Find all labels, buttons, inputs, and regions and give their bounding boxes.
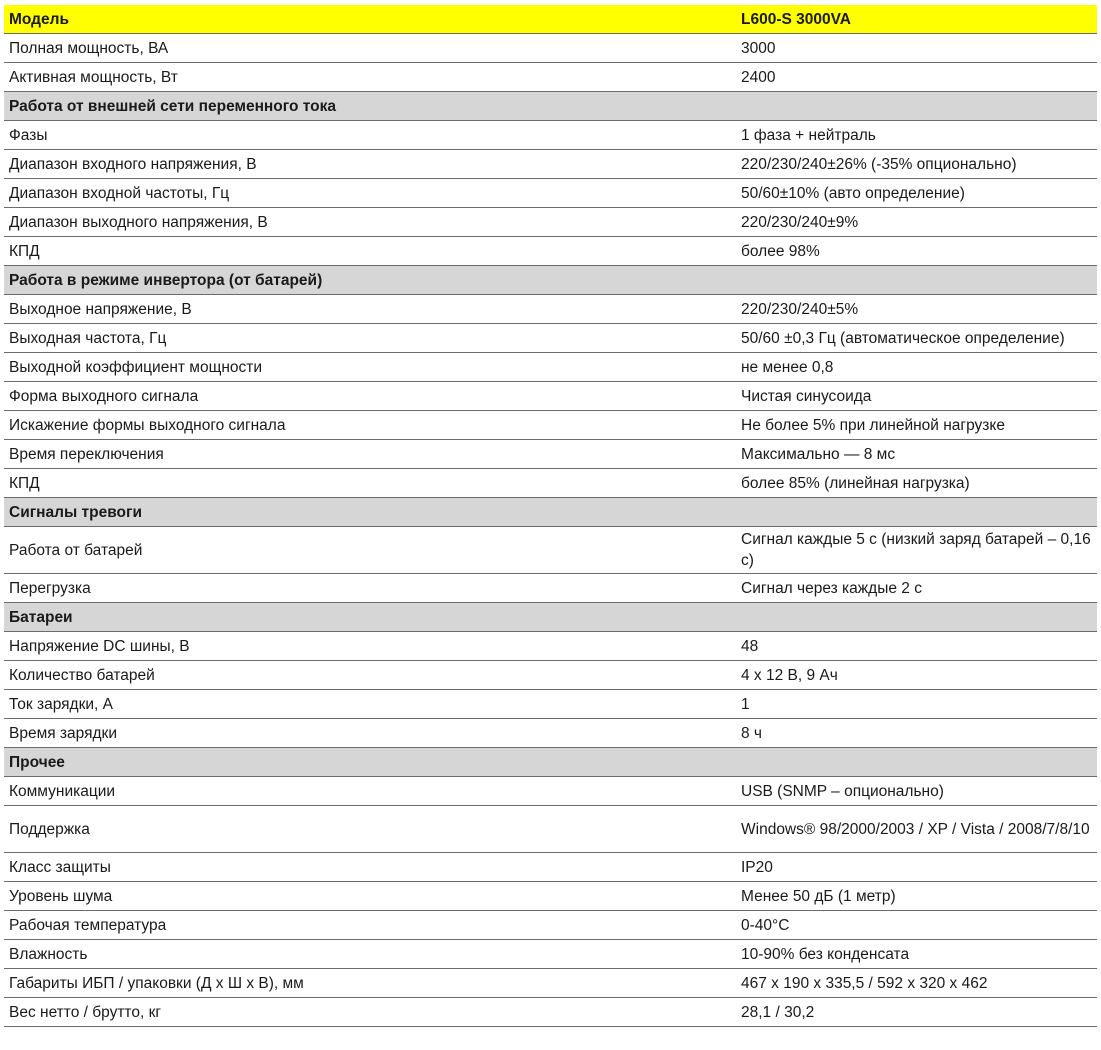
section-header-inverter <box>4 266 1097 295</box>
table-row <box>4 527 1097 574</box>
section-title: Работа от внешней сети переменного тока <box>4 92 737 121</box>
section-spacer <box>737 92 1097 121</box>
row-value: 48 <box>737 632 1097 661</box>
row-value: 50/60±10% (авто определение) <box>737 179 1097 208</box>
section-header-alarms <box>4 498 1097 527</box>
row-label: Выходной коэффициент мощности <box>4 353 737 382</box>
row-label: Уровень шума <box>4 882 737 911</box>
table-row <box>4 237 1097 266</box>
section-title: Сигналы тревоги <box>4 498 737 527</box>
section-header-batteries <box>4 603 1097 632</box>
row-label: Работа от батарей <box>4 527 737 574</box>
section-spacer <box>737 266 1097 295</box>
table-row <box>4 719 1097 748</box>
row-label: Полная мощность, ВА <box>4 34 737 63</box>
row-value: 1 фаза + нейтраль <box>737 121 1097 150</box>
table-row <box>4 150 1097 179</box>
row-value: 2400 <box>737 63 1097 92</box>
row-label: Форма выходного сигнала <box>4 382 737 411</box>
table-row <box>4 324 1097 353</box>
row-value: 467 х 190 х 335,5 / 592 х 320 х 462 <box>737 969 1097 998</box>
table-row <box>4 940 1097 969</box>
header-label: Модель <box>4 5 737 34</box>
row-value: 4 х 12 В, 9 Ач <box>737 661 1097 690</box>
table-row <box>4 353 1097 382</box>
table-row <box>4 806 1097 853</box>
table-row <box>4 63 1097 92</box>
row-label: Вес нетто / брутто, кг <box>4 998 737 1027</box>
table-row <box>4 411 1097 440</box>
section-header-ac-input <box>4 92 1097 121</box>
row-value: 3000 <box>737 34 1097 63</box>
row-label: Габариты ИБП / упаковки (Д х Ш х В), мм <box>4 969 737 998</box>
row-label: Рабочая температура <box>4 911 737 940</box>
table-row <box>4 853 1097 882</box>
row-label: Напряжение DC шины, В <box>4 632 737 661</box>
table-row <box>4 295 1097 324</box>
row-value: 220/230/240±9% <box>737 208 1097 237</box>
spec-table <box>4 5 1097 1027</box>
row-value: Не более 5% при линейной нагрузке <box>737 411 1097 440</box>
section-spacer <box>737 603 1097 632</box>
row-value: Чистая синусоида <box>737 382 1097 411</box>
table-row <box>4 998 1097 1027</box>
row-value: 50/60 ±0,3 Гц (автоматическое определение) <box>737 324 1097 353</box>
row-label: Коммуникации <box>4 777 737 806</box>
row-value: Менее 50 дБ (1 метр) <box>737 882 1097 911</box>
row-label: Перегрузка <box>4 574 737 603</box>
table-row <box>4 882 1097 911</box>
row-label: Выходная частота, Гц <box>4 324 737 353</box>
row-value: 8 ч <box>737 719 1097 748</box>
header-model: L600-S 3000VA <box>737 5 1097 34</box>
table-row <box>4 574 1097 603</box>
row-value: 220/230/240±26% (-35% опционально) <box>737 150 1097 179</box>
row-label: Количество батарей <box>4 661 737 690</box>
table-row <box>4 208 1097 237</box>
table-row <box>4 632 1097 661</box>
section-title: Батареи <box>4 603 737 632</box>
section-spacer <box>737 498 1097 527</box>
row-value: 220/230/240±5% <box>737 295 1097 324</box>
section-title: Работа в режиме инвертора (от батарей) <box>4 266 737 295</box>
row-label: Влажность <box>4 940 737 969</box>
row-label: Время зарядки <box>4 719 737 748</box>
row-label: Активная мощность, Вт <box>4 63 737 92</box>
table-row <box>4 777 1097 806</box>
table-row <box>4 179 1097 208</box>
table-row <box>4 690 1097 719</box>
row-label: Выходное напряжение, В <box>4 295 737 324</box>
table-row <box>4 34 1097 63</box>
row-value: Максимально — 8 мс <box>737 440 1097 469</box>
row-value: не менее 0,8 <box>737 353 1097 382</box>
section-header-other <box>4 748 1097 777</box>
table-row <box>4 440 1097 469</box>
row-label: Класс защиты <box>4 853 737 882</box>
table-row <box>4 969 1097 998</box>
row-label: Фазы <box>4 121 737 150</box>
row-value: 0-40°С <box>737 911 1097 940</box>
row-label: Диапазон входного напряжения, В <box>4 150 737 179</box>
row-label: Диапазон входной частоты, Гц <box>4 179 737 208</box>
row-value: 28,1 / 30,2 <box>737 998 1097 1027</box>
row-label: Диапазон выходного напряжения, В <box>4 208 737 237</box>
row-value: Windows® 98/2000/2003 / XP / Vista / 2008/7/8/10 <box>737 806 1097 853</box>
row-value: USB (SNMP – опционально) <box>737 777 1097 806</box>
table-row <box>4 911 1097 940</box>
section-spacer <box>737 748 1097 777</box>
row-label: Поддержка <box>4 806 737 853</box>
row-value: более 85% (линейная нагрузка) <box>737 469 1097 498</box>
row-value: 1 <box>737 690 1097 719</box>
table-row <box>4 382 1097 411</box>
row-label: КПД <box>4 237 737 266</box>
row-label: Искажение формы выходного сигнала <box>4 411 737 440</box>
section-title: Прочее <box>4 748 737 777</box>
table-row <box>4 469 1097 498</box>
row-label: Время переключения <box>4 440 737 469</box>
row-value: IP20 <box>737 853 1097 882</box>
row-value: более 98% <box>737 237 1097 266</box>
table-row <box>4 121 1097 150</box>
row-value: 10-90% без конденсата <box>737 940 1097 969</box>
row-value: Сигнал каждые 5 с (низкий заряд батарей – 0,16 с) <box>737 527 1097 574</box>
row-label: КПД <box>4 469 737 498</box>
table-row <box>4 661 1097 690</box>
table-header-row <box>4 5 1097 34</box>
row-value: Сигнал через каждые 2 с <box>737 574 1097 603</box>
row-label: Ток зарядки, А <box>4 690 737 719</box>
